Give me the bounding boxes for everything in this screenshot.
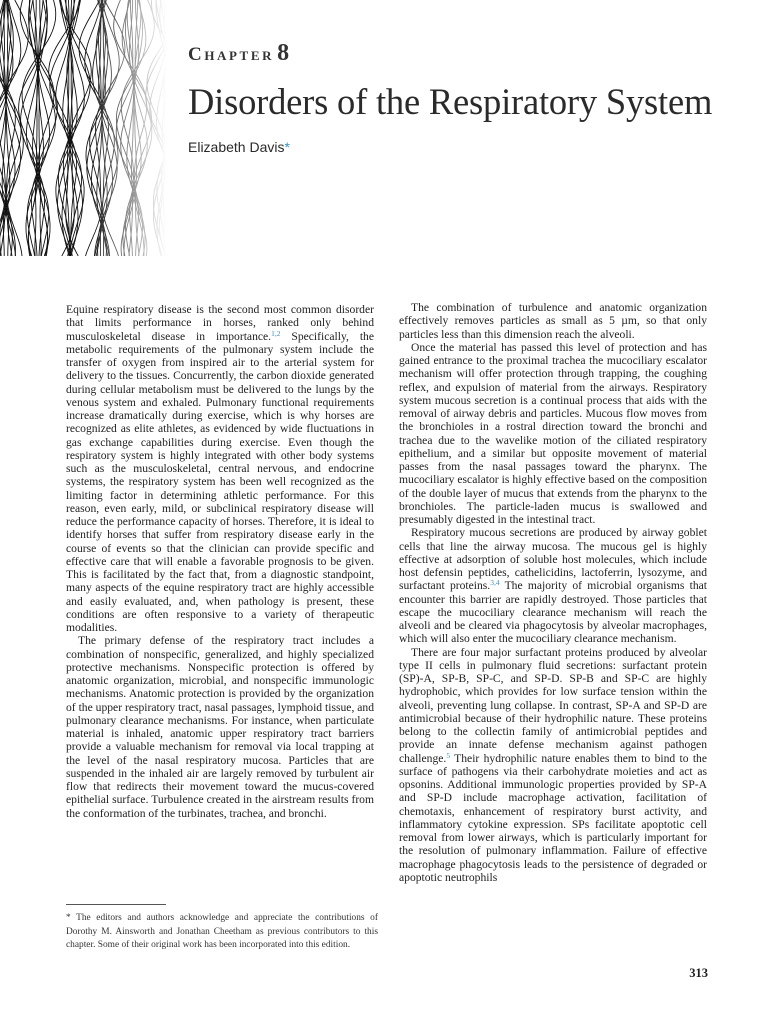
body-paragraph — [399, 301, 707, 341]
reference-superscript: 5 — [446, 750, 451, 760]
body-paragraph — [66, 634, 374, 820]
author-name: Elizabeth Davis — [188, 139, 285, 155]
text-run: Specifically, the metabolic requirements of the pulmonary system include the transfer of oxygen from inspired air to the arterial system for delivery to the tissues. Concurrently, the carbon dioxide generated during cellular metabolism must be delivered to the lungs by the venous system and exhaled. Pulmonary functional requirements increase dramatically during exercise, which is why horses are recognized as elite athletes, as evidenced by wide fluctuations in gas exchange capabilities during exercise. Even though the respiratory system is highly integrated with other body systems such as the musculoskeletal, central nervous, and endocrine systems, the respiratory system has been well recognized as the limiting factor in determining athletic performance. For this reason, even early, mild, or subclinical respiratory disease will reduce the performance capacity of horses. Therefore, it is ideal to identify horses that suffer from respiratory disease early in the course of events so that the clinician can provide specific and effective care that will enable a favorable prognosis to be given. This is facilitated by the fact that, from a diagnostic standpoint, many aspects of the equine respiratory tract are highly accessible and easily evaluated, and, when pathology is present, these conditions are often responsive to a variety of therapeutic modalities. — [66, 329, 374, 634]
footnote-rule — [66, 904, 166, 905]
chapter-title: Disorders of the Respiratory System — [188, 81, 713, 122]
text-run: There are four major surfactant proteins produced by alveolar type II cells in pulmonary fluid secretions: surfactant protein (SP)-A, SP-B, SP-C, and SP-D. SP-B and SP-C are highly hydrophobic, which provides for low surface tension within the alveoli, preventing lung collapse. In contrast, SP-A and SP-D are antimicrobial because of their hydrophilic nature. These proteins belong to the collectin family of antimicrobial peptides and provide an innate defense mechanism against pathogen challenge. — [399, 645, 707, 765]
chapter-label — [188, 40, 289, 67]
text-run: The combination of turbulence and anatomic organization effectively removes particles as small as 5 µm, so that only particles less than this dimension reach the alveoli. — [399, 301, 707, 341]
wave-fade-overlay — [0, 0, 166, 256]
text-run: Once the material has passed this level of protection and has gained entrance to the proximal trachea the mucociliary escalator mechanism will offer protection through trapping, the coughing reflex, and expulsion of material from the airways. Respiratory system mucous secretion is a continual process that aids with the removal of airway debris and particles. Mucous flow moves from the bronchioles in a rostral direction toward the bronchi and trachea due to the wavelike motion of the ciliated respiratory epithelium, and a similar but opposite movement of material passes from the nasal passages toward the pharynx. The mucociliary escalator is highly effective based on the composition of the double layer of mucus that extends from the pharynx to the bronchioles. The particle-laden mucus is swallowed and presumably digested in the intestinal tract. — [399, 340, 707, 526]
text-run: Their hydrophilic nature enables them to bind to the surface of pathogens via their carbohydrate moieties and act as opsonins. Additional immunologic properties provided by SP-A and SP-D include macrophage activation, facilitation of chemotaxis, enhancement of respiratory burst activity, and inflammatory cytokine expression. SPs facilitate apoptotic cell removal from lower airways, which is particularly important for the resolution of pulmonary inflammation. Failure of effective macrophage phagocytosis leads to the persistence of degraded or apoptotic neutrophils — [399, 751, 707, 884]
reference-superscript: 1,2 — [271, 328, 281, 338]
body-paragraph — [399, 341, 707, 527]
chapter-number: 8 — [277, 40, 290, 66]
page-number: 313 — [689, 966, 708, 980]
body-paragraph — [399, 526, 707, 645]
text-run: The majority of microbial organisms that encounter this barrier are rapidly destroyed. Those particles that escape the mucociliary clearance mechanism will reach the alveoli and be cleared via phagocytosis by alveolar macrophages, which will also enter the mucociliary clearance mechanism. — [399, 579, 707, 646]
text-run: Respiratory mucous secretions are produced by airway goblet cells that line the airway mucosa. The mucous gel is highly effective at adsorption of soluble host molecules, which include host defensin peptides, cathelicidins, lactoferrin, lysozyme, and surfactant proteins. — [399, 526, 707, 593]
author-footnote-mark: * — [284, 139, 290, 155]
text-run: The primary defense of the respiratory tract includes a combination of nonspecific, generalized, and highly specialized protective mechanisms. Nonspecific protection is offered by anatomic organization, microbial, and nonspecific immunologic mechanisms. Anatomic protection is provided by the organization of the upper respiratory tract, nasal passages, lymphoid tissue, and pulmonary clearance mechanisms. For instance, when particulate material is inhaled, anatomic upper respiratory tract barriers provide a valuable mechanism for removal via local trapping at the level of the nasal respiratory mucosa. Particles that are suspended in the inhaled air are largely removed by turbulent air flow that redirects their movement toward the mucus-covered epithelial surface. Turbulence created in the airstream results from the conformation of the turbinates, trachea, and bronchi. — [66, 634, 374, 820]
body-paragraph — [66, 303, 374, 634]
reference-superscript: 3,4 — [490, 578, 500, 588]
left-column — [66, 303, 374, 820]
text-run: Equine respiratory disease is the second most common disorder that limits performance in horses, ranked only behind musculoskeletal disease in importance. — [66, 303, 374, 343]
decorative-wave-pattern — [0, 0, 166, 256]
footnote: * The editors and authors acknowledge and appreciate the contributions of Dorothy M. Ainsworth and Jonathan Cheetham as previous contributors to this chapter. Some of their original work has been incorporated into this edition. — [66, 913, 378, 950]
body-paragraph — [399, 646, 707, 885]
right-column — [399, 301, 707, 965]
chapter-word: Chapter — [188, 44, 275, 65]
author-line — [188, 139, 290, 155]
